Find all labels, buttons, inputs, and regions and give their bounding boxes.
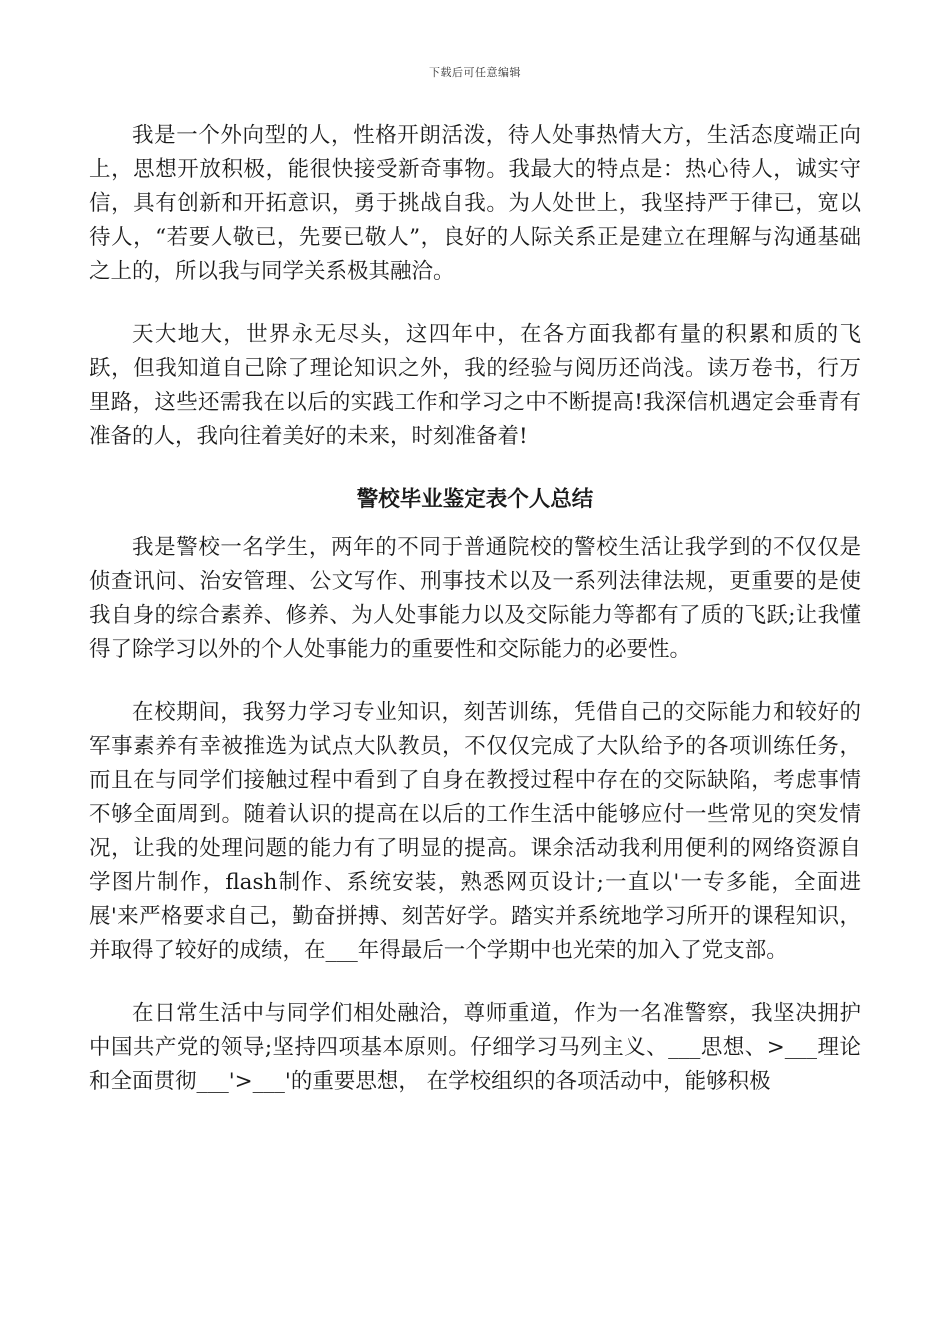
paragraph-personality: 我是一个外向型的人，性格开朗活泼，待人处事热情大方，生活态度端正向上，思想开放积极，能很快接受新奇事物。我最大的特点是：热心待人，诚实守信，具有创新和开拓意识，勇于挑战自我。为人处世上，我坚持严于律已，宽以待人，“若要人敬已，先要已敬人”，良好的人际关系正是建立在理解与沟通基础之上的，所以我与同学关系极其融洽。: [89, 123, 861, 284]
paragraph-intro: 我是警校一名学生，两年的不同于普通院校的警校生活让我学到的不仅仅是侦查讯问、治安管理、公文写作、刑事技术以及一系列法律法规，更重要的是使我自身的综合素养、修养、为人处事能力以及交际能力等都有了质的飞跃;让我懂得了除学习以外的个人处事能力的重要性和交际能力的必要性。: [89, 535, 861, 662]
section-title: 警校毕业鉴定表个人总结: [356, 487, 594, 512]
paragraph-school-period: 在校期间，我努力学习专业知识，刻苦训练，凭借自己的交际能力和较好的军事素养有幸被推选为试点大队教员，不仅仅完成了大队给予的各项训练任务，而且在与同学们接触过程中看到了自身在教授过程中存在的交际缺陷，考虑事情不够全面周到。随着认识的提高在以后的工作生活中能够应付一些常见的突发情况，让我的处理问题的能力有了明显的提高。课余活动我利用便利的网络资源自学图片制作，flash制作、系统安装，熟悉网页设计;一直以'一专多能，全面进展'来严格要求自己，勤奋拼搏、刻苦好学。踏实并系统地学习所开的课程知识，并取得了较好的成绩，在___年得最后一个学期中也光荣的加入了党支部。: [89, 700, 861, 963]
page-header: 下载后可任意编辑: [429, 66, 521, 79]
paragraph-daily-life: 在日常生活中与同学们相处融洽，尊师重道，作为一名准警察，我坚决拥护中国共产党的领导;坚持四项基本原则。仔细学习马列主义、___思想、>___理论和全面贯彻___'>___'的重要思想， 在学校组织的各项活动中，能够积极: [89, 1001, 861, 1094]
document-body: [89, 119, 861, 1099]
paragraph-future: 天大地大，世界永无尽头，这四年中，在各方面我都有量的积累和质的飞跃，但我知道自己除了理论知识之外，我的经验与阅历还尚浅。读万卷书，行万里路，这些还需我在以后的实践工作和学习之中不断提高!我深信机遇定会垂青有准备的人，我向往着美好的未来，时刻准备着!: [89, 322, 861, 449]
